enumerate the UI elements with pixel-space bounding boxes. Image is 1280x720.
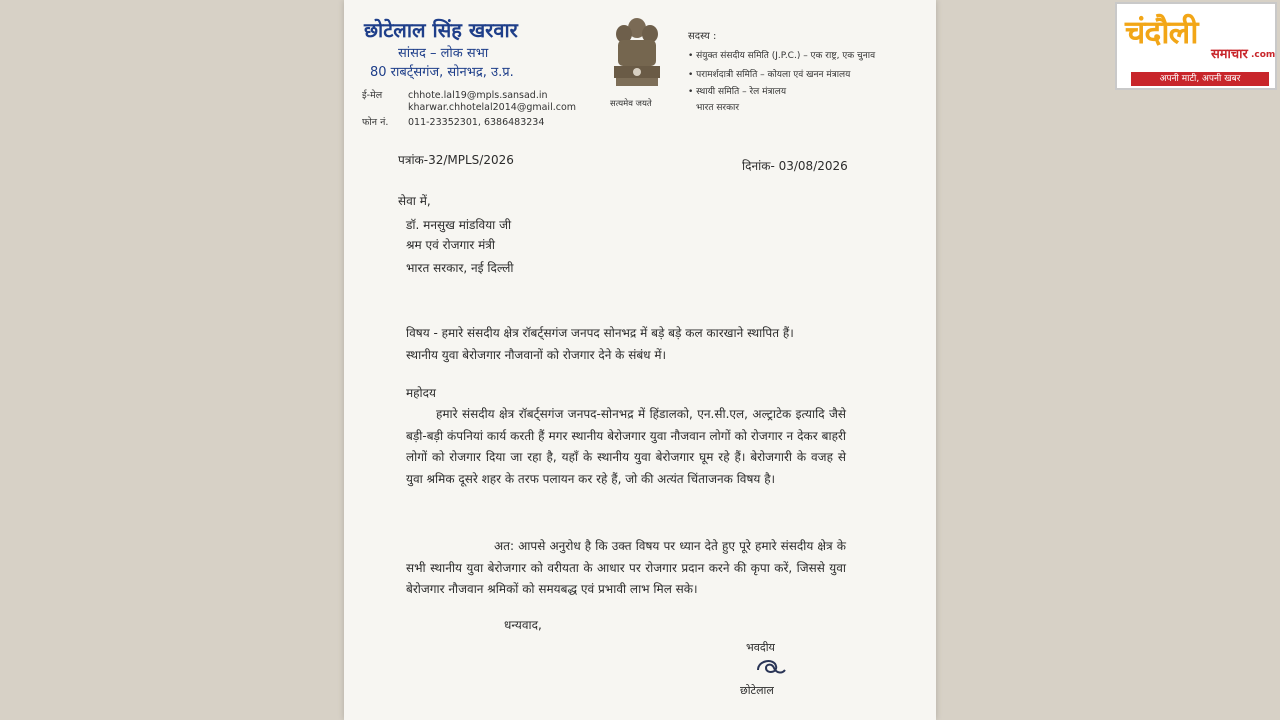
subject-line-2: स्थानीय युवा बेरोजगार नौजवानों को रोजगार देने के संबंध में।	[406, 348, 667, 362]
email-label: ई-मेल	[362, 90, 383, 101]
national-emblem-icon	[606, 14, 668, 96]
reference-number: पत्रांक-32/MPLS/2026	[398, 153, 514, 167]
logo-tagline: अपनी माटी, अपनी खबर	[1131, 72, 1269, 86]
recipient-name: डॉ. मनसुख मांडविया जी	[406, 218, 512, 232]
emblem-motto: सत्यमेव जयते	[610, 99, 652, 109]
membership-2: • परामर्शदात्री समिति – कोयला एवं खनन मंत्रालय	[688, 70, 851, 80]
signature-image	[754, 656, 788, 678]
phone-row	[362, 115, 544, 128]
thanks: धन्यवाद,	[504, 618, 542, 632]
news-logo	[1115, 2, 1277, 90]
mp-name: छोटेलाल सिंह खरवार	[364, 18, 518, 42]
email-row-1	[362, 88, 548, 101]
letter-page	[344, 0, 936, 720]
membership-3: • स्थायी समिति – रेल मंत्रालय	[688, 87, 787, 97]
greeting: महोदय	[406, 386, 436, 400]
logo-dotcom: .com	[1251, 50, 1276, 60]
members-title: सदस्य :	[688, 31, 717, 42]
body-paragraph-1: हमारे संसदीय क्षेत्र रॉबर्ट्सगंज जनपद-सोनभद्र में हिंडालको, एन.सी.एल, अल्ट्राटेक इत्यादि जैसे बड़ी-बड़ी कंपनियां कार्य करती हैं मगर स्थानीय बेरोजगार युवा नौजवान लोगों को रोजगार न देकर बाहरी लोगों को रोजगार दिया जा रहा है, यहाँ के स्थानीय युवा बेरोजगार घूम रहे हैं। बेरोजगारी के वजह से युवा श्रमिक दूसरे शहर के तरफ पलायन कर रहे हैं, जो की अत्यंत चिंताजनक विषय है।	[406, 407, 846, 486]
phone-number: 011-23352301, 6386483234	[408, 117, 545, 128]
recipient-title: श्रम एवं रोजगार मंत्री	[406, 238, 496, 252]
letter-date: दिनांक- 03/08/2026	[742, 159, 848, 173]
email-2: kharwar.chhotelal2014@gmail.com	[408, 102, 577, 113]
mp-address: 80 राबर्ट्सगंज, सोनभद्र, उ.प्र.	[370, 65, 514, 80]
email-1: chhote.lal19@mpls.sansad.in	[408, 90, 548, 101]
closing: भवदीय	[746, 641, 775, 654]
membership-1: • संयुक्त संसदीय समिति (J.P.C.) – एक राष्ट्र, एक चुनाव	[688, 51, 876, 61]
mp-designation: सांसद – लोक सभा	[398, 46, 489, 61]
salutation-to: सेवा में,	[398, 194, 431, 208]
body-paragraph-2: अत: आपसे अनुरोध है कि उक्त विषय पर ध्यान देते हुए पूरे हमारे संसदीय क्षेत्र के सभी स्थानीय युवा बेरोजगार को वरीयता के आधार पर रोजगार प्रदान करने की कृपा करें, जिससे युवा बेरोजगार नौजवान श्रमिकों को समयबद्ध एवं प्रभावी लाभ मिल सके।	[406, 539, 846, 596]
signature-name: छोटेलाल	[740, 684, 774, 697]
logo-title: चंदौली	[1125, 13, 1198, 51]
logo-subtitle: समाचार	[1211, 47, 1248, 62]
subject-line-1: विषय - हमारे संसदीय क्षेत्र रॉबर्ट्सगंज जनपद सोनभद्र में बड़े बड़े कल कारखाने स्थापित हैं।	[406, 326, 794, 340]
phone-label: फोन नं.	[362, 117, 389, 128]
recipient-address: भारत सरकार, नई दिल्ली	[406, 261, 514, 275]
email-row-2	[362, 102, 576, 113]
membership-4: भारत सरकार	[696, 103, 740, 113]
